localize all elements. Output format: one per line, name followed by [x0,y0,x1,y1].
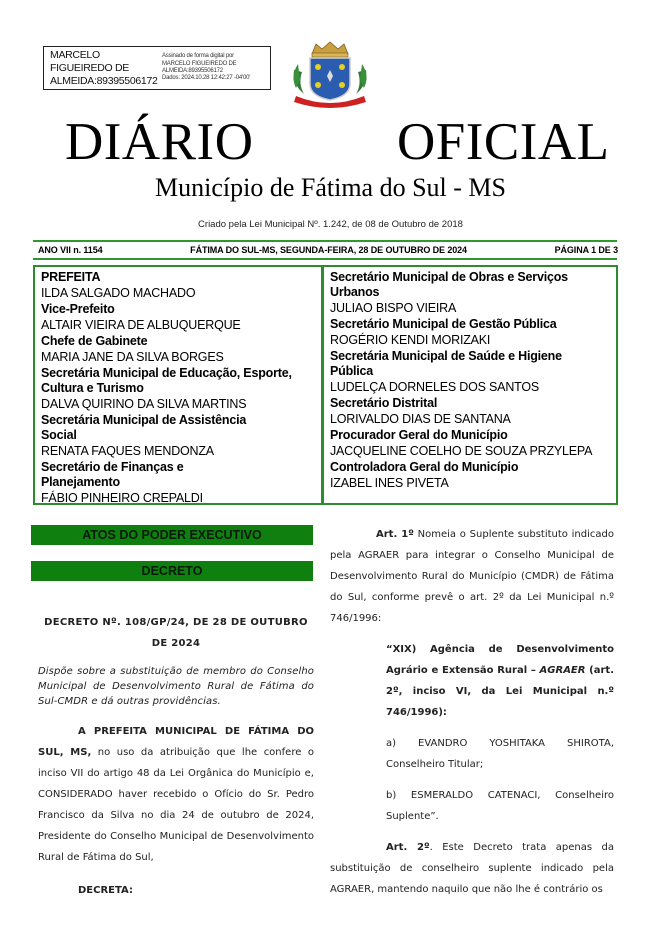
municipal-coat-of-arms-icon [288,40,372,108]
official-role: Controladora Geral do Município [330,460,519,474]
official-role: Secretário de Finanças e Planejamento [41,460,184,489]
quoted-clause [330,639,614,723]
masthead-title-diario: DIÁRIO [65,113,254,171]
official-role: Secretário Distrital [330,396,438,410]
official-role: Secretário Municipal de Gestão Pública [330,317,557,331]
officials-box-left [33,265,323,505]
official-name: RENATA FAQUES MENDONZA [41,444,214,458]
quoted-clause-text: “XIX) Agência de Desenvolvimento Agrário e Extensão Rural – [386,644,614,676]
article-1-text: Nomeia o Suplente substituto indicado pela AGRAER para integrar o Conselho Municipal de Desenvolvimento Rural do Município (CMDR) de Fátima do Sul, conforme prevê o art. 2º da Lei Municipal n.º 746/1996: [330,529,614,624]
signer-name-line1: MARCELO FIGUEIREDO DE [50,48,129,74]
signer-name [50,49,160,88]
item-a: a) EVANDRO YOSHITAKA SHIROTA, Conselheiro Titular; [386,738,614,770]
decreta-heading [38,880,314,901]
official-name: MARIA JANE DA SILVA BORGES [41,350,224,364]
signature-detail-line: ALMEIDA:89395506172 [162,68,223,74]
item-b: b) ESMERALDO CATENACI, Conselheiro Suplente”. [386,790,614,822]
section-header-acts: ATOS DO PODER EXECUTIVO [31,525,313,545]
edition-number: ANO VII n. 1154 [38,245,103,255]
article-2 [330,837,614,900]
signer-name-line2: ALMEIDA:89395506172 [50,74,158,87]
official-role: PREFEITA [41,270,101,284]
creation-law-note: Criado pela Lei Municipal Nº. 1.242, de 08 de Outubro de 2018 [198,219,463,230]
decreta-label: DECRETA: [78,885,133,896]
divider-bottom [33,258,617,260]
official-name: JACQUELINE COELHO DE SOUZA PRZYLEPA [330,444,593,458]
article-1 [330,524,614,629]
official-name: LORIVALDO DIAS DE SANTANA [330,412,511,426]
quoted-clause-agraer: AGRAER [539,665,586,676]
official-name: LUDELÇA DORNELES DOS SANTOS [330,380,540,394]
official-name: IZABEL INES PIVETA [330,476,449,490]
quoted-clause-ref: (art. 2º, inciso VI, da Lei Municipal n.º 746/1996): [386,665,614,718]
preamble-authority: A PREFEITA MUNICIPAL DE FÁTIMA DO SUL, MS, [38,726,314,758]
decree-title: DECRETO Nº. 108/GP/24, DE 28 DE OUTUBRO DE 2024 [44,617,308,649]
divider-top [33,240,617,242]
official-name: FÁBIO PINHEIRO CREPALDI [41,491,203,505]
official-role: Secretária Municipal de Educação, Esporte, Cultura e Turismo [41,366,292,395]
section-header-decree: DECRETO [31,561,313,581]
masthead-title-oficial: OFICIAL [397,113,610,171]
article-1-label: Art. 1º [376,529,414,540]
edition-info-bar [38,245,618,255]
masthead-subtitle: Município de Fátima do Sul - MS [155,173,506,202]
decree-preamble [38,721,314,868]
digital-signature-stamp [43,46,271,90]
official-name: DALVA QUIRINO DA SILVA MARTINS [41,397,247,411]
signature-detail-line: Dados: 2024.10.28 12:42:27 -04'00' [162,75,251,82]
preamble-text: no uso da atribuição que lhe confere o inciso VII do artigo 48 da Lei Orgânica do Município e, CONSIDERADO haver recebido o Ofício do Sr. Pedro Francisco da Silva no dia 24 de outubro de 2024, Presidente do Conselho Municipal de Desenvolvimento Rural de Fátima do Sul, [38,747,314,863]
official-name: ILDA SALGADO MACHADO [41,286,196,300]
decree-ementa: Dispõe sobre a substituição de membro do Conselho Municipal de Desenvolvimento Rural de Fátima do Sul-CMDR e dá outras providências. [38,666,314,707]
official-role: Vice-Prefeito [41,302,115,316]
signature-detail-line: MARCELO FIGUEIREDO DE [162,60,237,67]
official-role: Secretária Municipal de Saúde e Higiene Pública [330,349,562,378]
signature-details [162,53,250,82]
decree-left-column [38,612,314,901]
officials-box-right [323,265,618,505]
page-indicator: PÁGINA 1 DE 3 [554,245,618,255]
official-role: Procurador Geral do Município [330,428,508,442]
official-role: Secretário Municipal de Obras e Serviços Urbanos [330,270,568,299]
edition-place-date: FÁTIMA DO SUL-MS, SEGUNDA-FEIRA, 28 DE OUTUBRO DE 2024 [190,245,467,255]
official-name: ROGÉRIO KENDI MORIZAKI [330,333,491,347]
decree-right-column [330,524,614,900]
article-2-text: . Este Decreto trata apenas da substituição de conselheiro suplente indicado pela AGRAER, mantendo naquilo que não lhe é contrário os [330,842,614,895]
official-name: ALTAIR VIEIRA DE ALBUQUERQUE [41,318,241,332]
signature-detail-line: Assinado de forma digital por [162,53,234,60]
article-2-label: Art. 2º [386,842,430,853]
official-name: JULIAO BISPO VIEIRA [330,301,457,315]
official-role: Secretária Municipal de Assistência Social [41,413,247,442]
official-role: Chefe de Gabinete [41,334,148,348]
